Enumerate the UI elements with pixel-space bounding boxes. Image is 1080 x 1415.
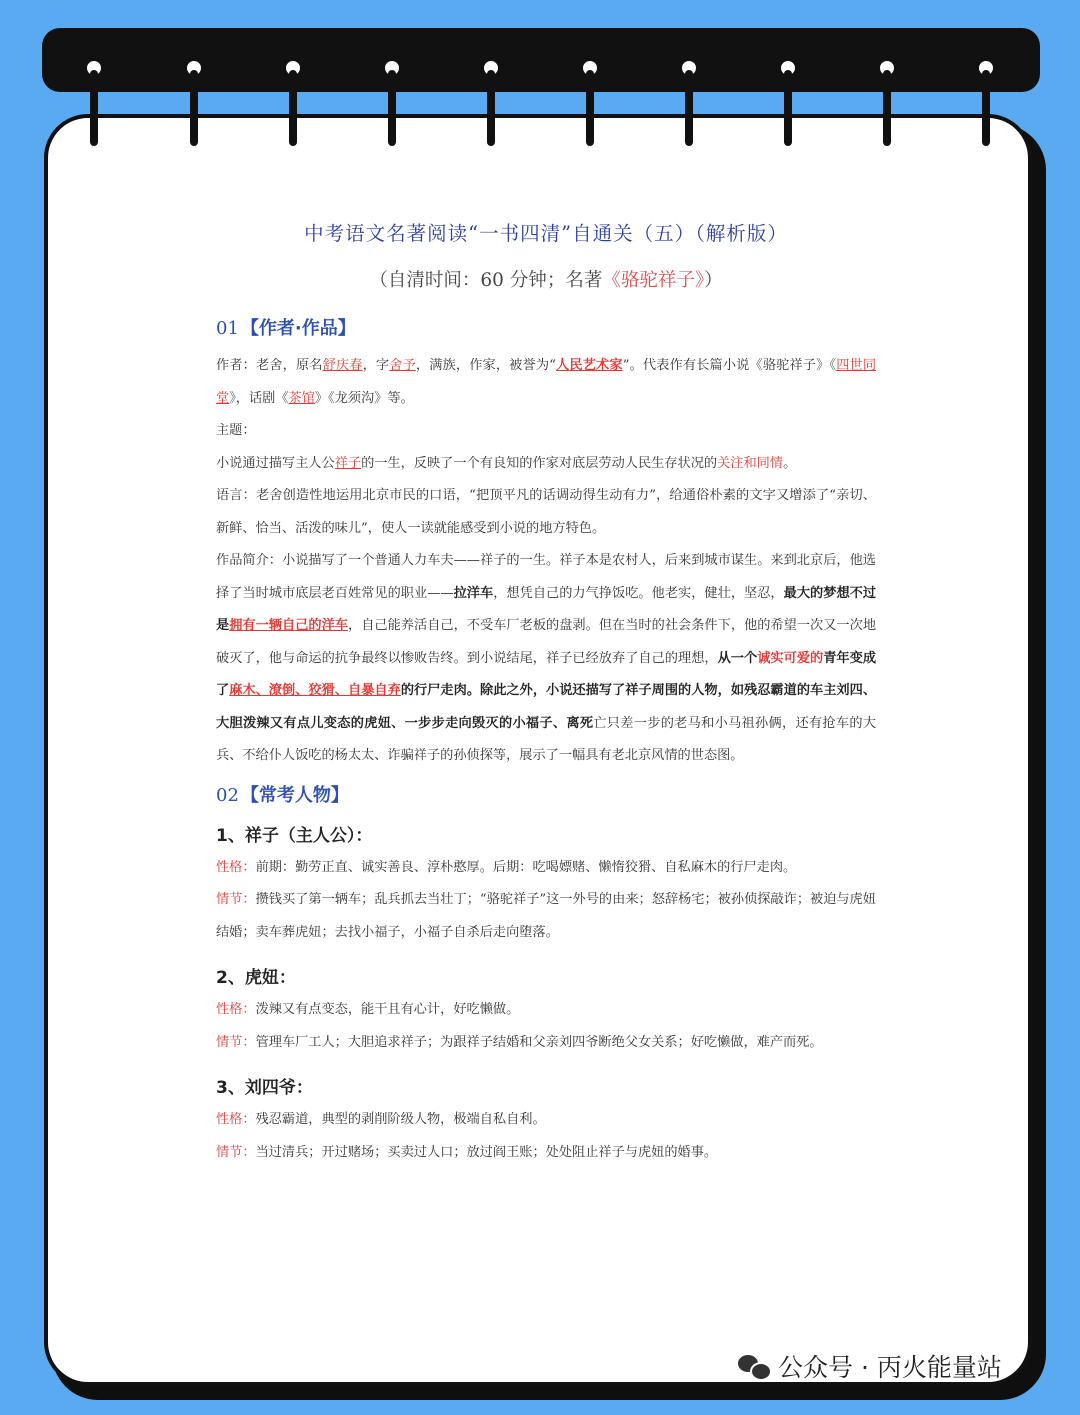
book-title: 《骆驼祥子》 xyxy=(602,270,705,291)
character-heading-xiangzi: 1、祥子（主人公）： xyxy=(216,825,373,846)
character-personality: 性格：前期：勤劳正直、诚实善良、淳朴憨厚。后期：吃喝嫖赌、懒惰狡猾、自私麻木的行尸走肉。 xyxy=(216,859,797,875)
document-content xyxy=(216,218,876,1169)
intro-paragraph: 作品简介：小说描写了一个普通人力车夫——祥子的一生。祥子本是农村人，后来到城市谋生。来到北京后，他选择了当时城市底层老百姓常见的职业——拉洋车，想凭自己的力气挣饭吃。他老实，健壮，坚忍，最大的梦想不过是拥有一辆自己的洋车，自己能养活自己，不受车厂老板的盘剥。但在当时的社会条件下，他的希望一次又一次地破灭了，他与命运的抗争最终以惨败告终。到小说结尾，祥子已经放弃了自己的理想，从一个诚实可爱的青年变成了麻木、潦倒、狡猾、自暴自弃的行尸走肉。除此之外，小说还描写了祥子周围的人物，如残忍霸道的车主刘四、大胆泼辣又有点儿变态的虎妞、一步步走向毁灭的小福子、离死亡只差一步的老马和小马祖孙俩，还有抢车的大兵、不给仆人饭吃的杨太太、诈骗祥子的孙侦探等，展示了一幅具有老北京风情的世态图。 xyxy=(216,553,877,763)
binder-ring xyxy=(580,58,600,148)
binder-ring xyxy=(481,58,501,148)
character-heading-liusiye: 3、刘四爷： xyxy=(216,1078,313,1098)
binder-ring xyxy=(84,58,104,148)
watermark xyxy=(738,1348,1002,1384)
character-plot: 情节：攒钱买了第一辆车；乱兵抓去当壮丁；“骆驼祥子”这一外号的由来；怒辞杨宅；被孙侦探敲诈；被迫与虎妞结婚；卖车葬虎妞；去找小福子，小福子自杀后走向堕落。 xyxy=(216,892,877,940)
character-heading-huniu: 2、虎妞： xyxy=(216,968,296,988)
binder-ring xyxy=(877,58,897,148)
author-paragraph: 作者：老舍，原名舒庆春，字舍予，满族，作家，被誉为“人民艺术家”。代表作有长篇小说《骆驼祥子》《四世同堂》，话剧《茶馆》《龙须沟》等。 xyxy=(216,358,877,406)
watermark-text: 公众号 · 丙火能量站 xyxy=(778,1353,1002,1382)
character-personality: 性格：残忍霸道，典型的剥削阶级人物，极端自私自利。 xyxy=(216,1112,546,1127)
section-heading-author-works: 01 【作者·作品】 xyxy=(216,318,356,339)
character-personality: 性格：泼辣又有点变态，能干且有心计，好吃懒做。 xyxy=(216,1002,520,1017)
notebook-page xyxy=(44,114,1032,1386)
character-plot: 情节：当过清兵；开过赌场；买卖过人口；放过阎王账；处处阻止祥子与虎妞的婚事。 xyxy=(216,1144,718,1160)
binder-ring xyxy=(778,58,798,148)
binder-ring xyxy=(976,58,996,148)
wechat-icon xyxy=(738,1353,770,1379)
binder-ring xyxy=(184,58,204,148)
binder-ring xyxy=(679,58,699,148)
binder-ring xyxy=(283,58,303,148)
document-subtitle: （自清时间：60 分钟；名著《骆驼祥子》） xyxy=(369,270,723,291)
theme-label: 主题： xyxy=(216,423,256,438)
theme-paragraph: 小说通过描写主人公祥子的一生，反映了一个有良知的作家对底层劳动人民生存状况的关注和同情。 xyxy=(216,455,797,471)
binder-ring xyxy=(382,58,402,148)
character-plot: 情节：管理车厂工人；大胆追求祥子；为跟祥子结婚和父亲刘四爷断绝父女关系；好吃懒做，难产而死。 xyxy=(216,1034,823,1050)
section-heading-characters: 02 【常考人物】 xyxy=(216,784,349,806)
document-title: 中考语文名著阅读“一书四清”自通关（五）（解析版） xyxy=(304,222,788,245)
language-paragraph: 语言：老舍创造性地运用北京市民的口语，“把顶平凡的话调动得生动有力”，给通俗朴素的文字又增添了“亲切、新鲜、恰当、活泼的味儿”，使人一读就能感受到小说的地方特色。 xyxy=(216,488,876,536)
